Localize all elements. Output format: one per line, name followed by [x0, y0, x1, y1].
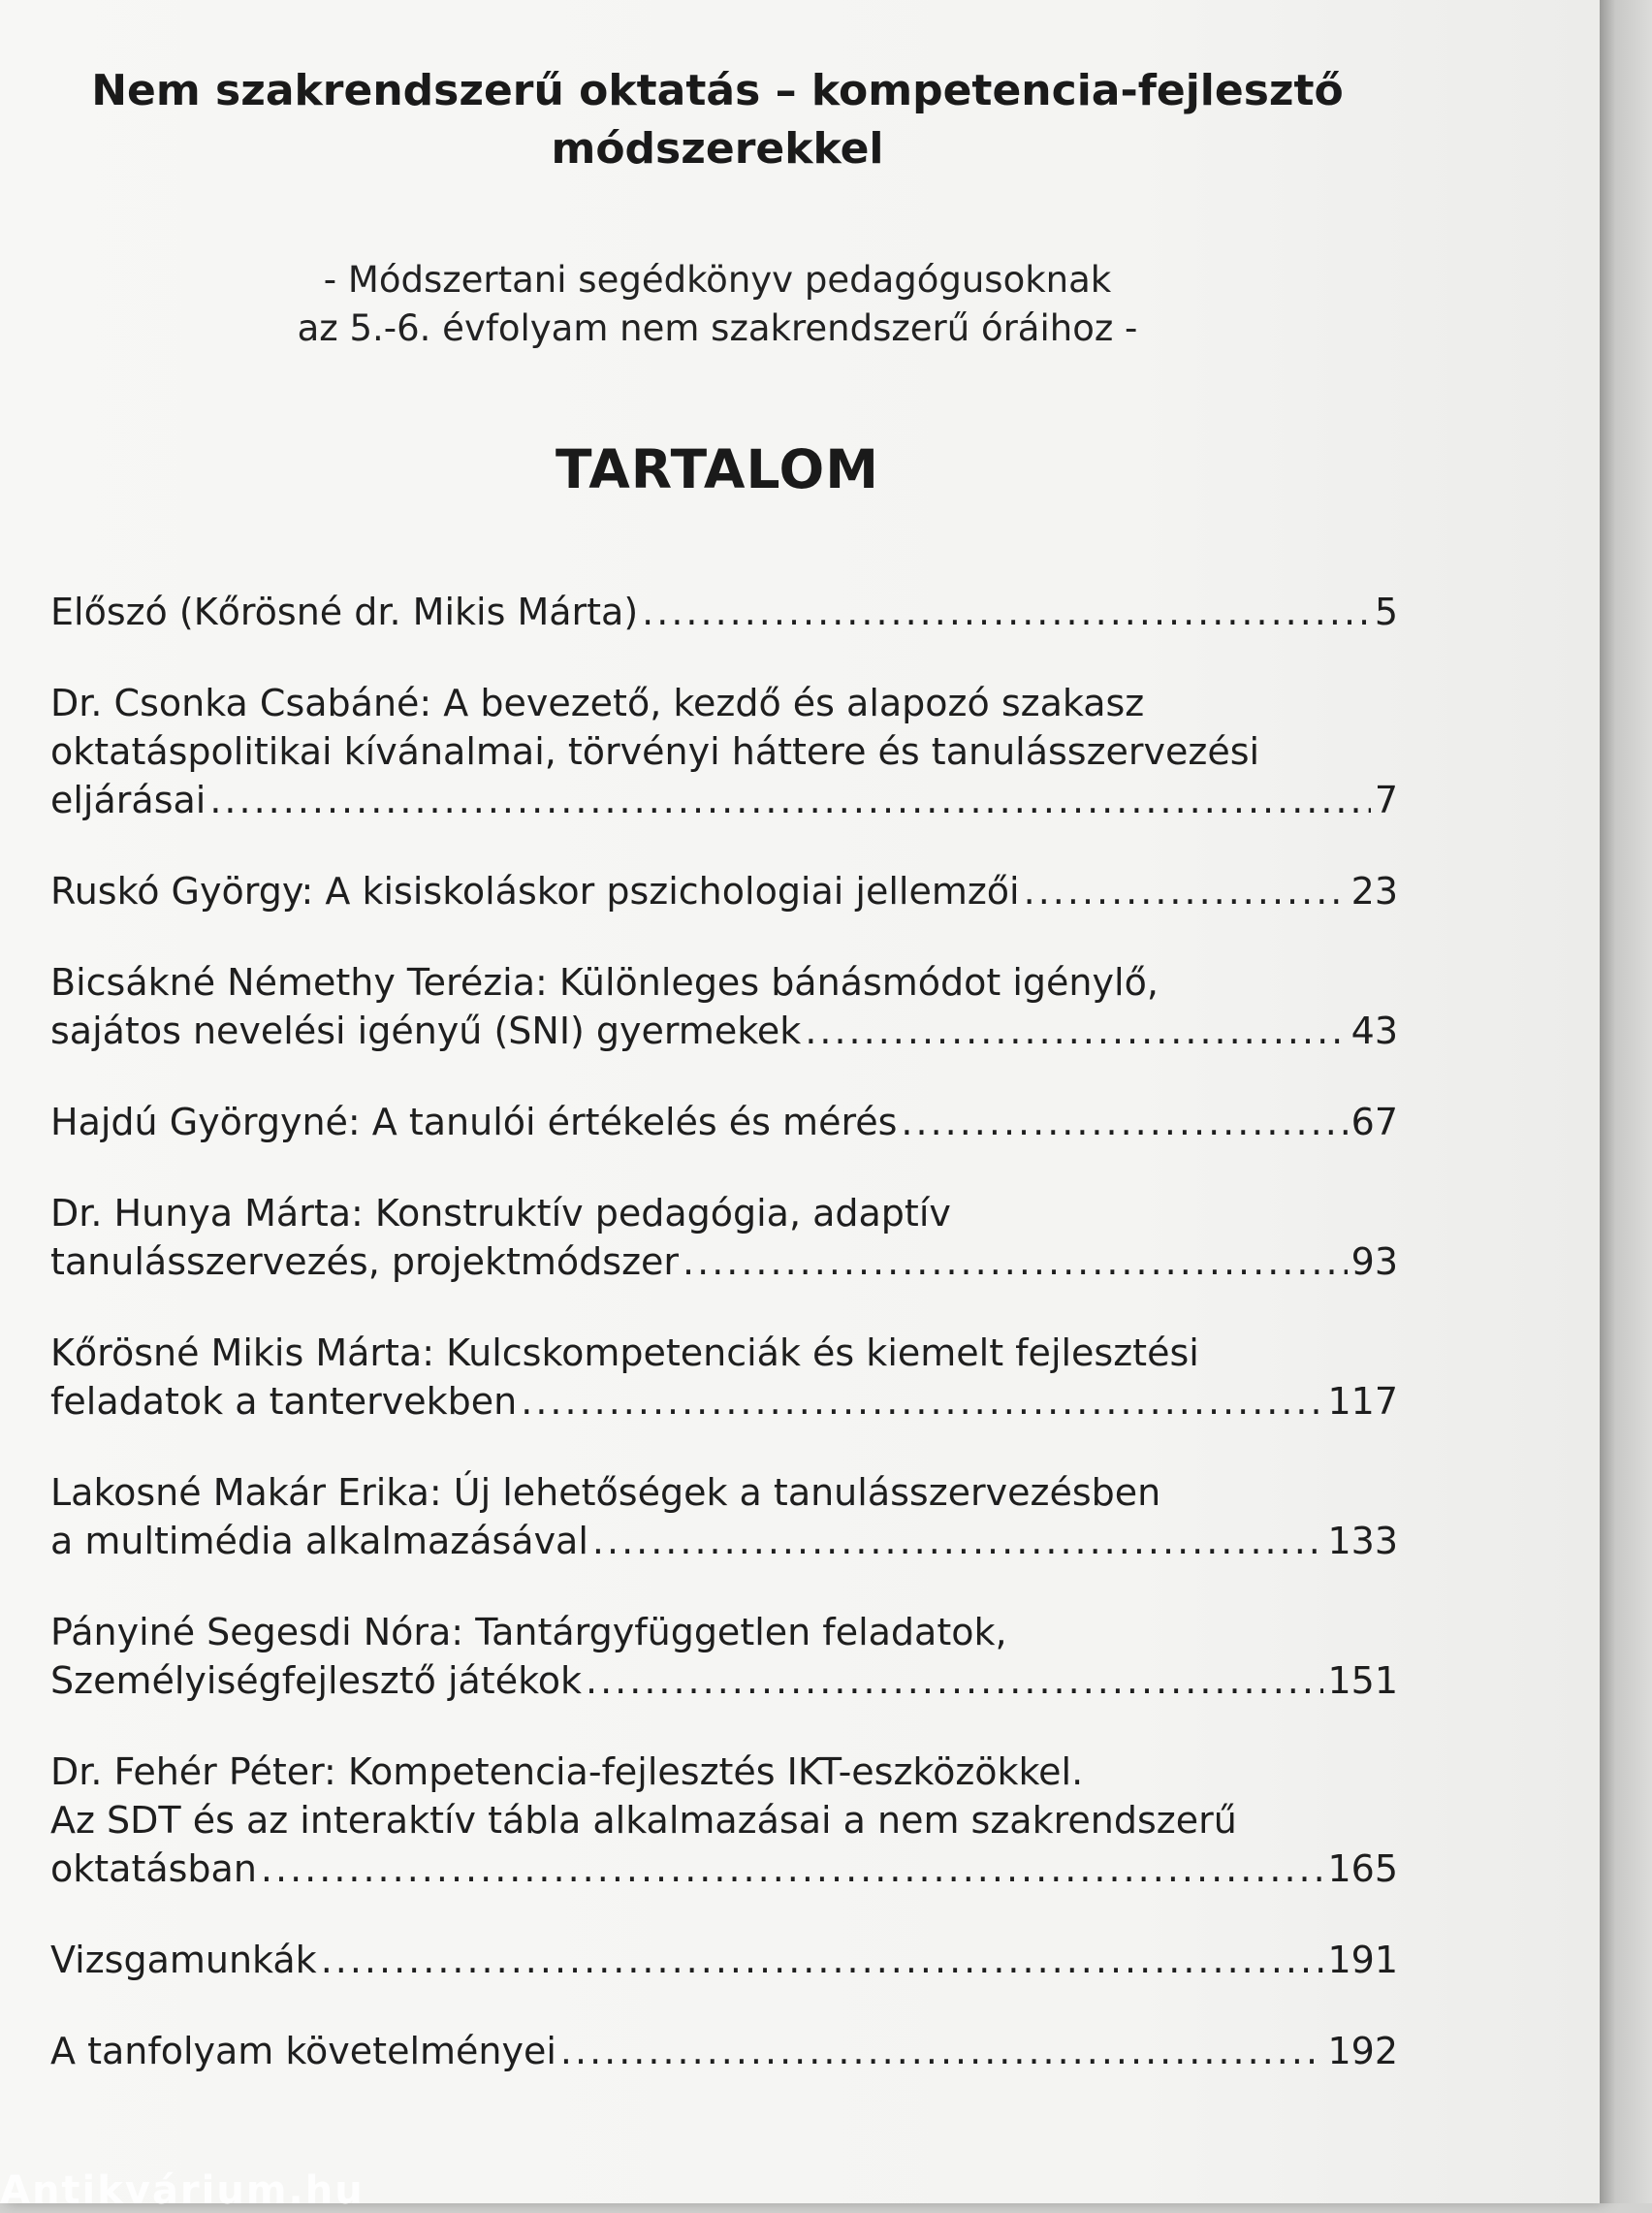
toc-dot-leader [209, 776, 1370, 824]
toc-dot-leader [901, 1098, 1347, 1146]
toc-page-number: 93 [1350, 1240, 1398, 1283]
toc-page-number: 133 [1327, 1520, 1398, 1562]
toc-entry-line: oktatáspolitikai kívánalmai, törvényi háttere és tanulásszervezési [50, 730, 1260, 773]
toc-entry [50, 1468, 1398, 1565]
toc-entry-text: oktatásban [50, 1847, 257, 1890]
toc-entry-text: feladatok a tantervekben [50, 1380, 518, 1423]
toc-entry [50, 588, 1398, 636]
toc-entry-text: Személyiségfejlesztő játékok [50, 1659, 582, 1702]
toc-entry-last-line [50, 1844, 1398, 1893]
toc-entry-last-line [50, 588, 1398, 636]
toc-entry [50, 1936, 1398, 1984]
toc-entry-text: eljárásai [50, 779, 206, 821]
toc-entry-last-line [50, 1656, 1398, 1705]
toc-entry-line: Dr. Fehér Péter: Kompetencia-fejlesztés IKT-eszközökkel. [50, 1750, 1084, 1793]
book-title-line-2: módszerekkel [551, 124, 884, 174]
book-subtitle-line-1: - Módszertani segédkönyv pedagógusoknak [323, 259, 1112, 301]
toc-dot-leader [1024, 867, 1348, 915]
toc-dot-leader [560, 2027, 1324, 2075]
toc-entry [50, 679, 1398, 824]
toc-heading: TARTALOM [555, 438, 880, 500]
toc-entry-last-line [50, 1517, 1398, 1565]
toc-entry-last-line [50, 2027, 1398, 2075]
toc-entry-text: a multimédia alkalmazásával [50, 1520, 588, 1562]
toc-entry-text: Előszó (Kőrösné dr. Mikis Márta) [50, 591, 639, 633]
toc-dot-leader [261, 1844, 1324, 1893]
toc-entry-last-line [50, 1098, 1398, 1146]
toc-entry [50, 1608, 1398, 1705]
page-edge [1600, 0, 1652, 2203]
toc-entry-last-line [50, 1237, 1398, 1286]
toc-page-number: 117 [1327, 1380, 1398, 1423]
toc-dot-leader [521, 1377, 1323, 1426]
toc-entry [50, 1329, 1398, 1426]
toc-entry-line: Pányiné Segesdi Nóra: Tantárgyfüggetlen feladatok, [50, 1611, 1007, 1653]
book-title [0, 62, 1435, 178]
toc-entry-text: sajátos nevelési igényű (SNI) gyermekek [50, 1010, 802, 1052]
toc-dot-leader [592, 1517, 1324, 1565]
watermark: Antikvárium.hu [0, 2168, 365, 2213]
toc-page-number: 165 [1327, 1847, 1398, 1890]
toc-entry-text: Ruskó György: A kisiskoláskor pszichologiai jellemzői [50, 870, 1020, 913]
toc-entry-last-line [50, 1936, 1398, 1984]
toc-entry-line: Kőrösné Mikis Márta: Kulcskompetenciák és kiemelt fejlesztési [50, 1331, 1199, 1374]
toc-entry-line: Dr. Hunya Márta: Konstruktív pedagógia, adaptív [50, 1192, 951, 1235]
toc-dot-leader [586, 1656, 1323, 1705]
toc-entry-text: Vizsgamunkák [50, 1939, 317, 1981]
toc-dot-leader [683, 1237, 1348, 1286]
toc-page-number: 5 [1374, 591, 1398, 633]
toc-page-number: 192 [1327, 2030, 1398, 2072]
toc-page-number: 191 [1327, 1939, 1398, 1981]
toc-dot-leader [321, 1936, 1324, 1984]
book-subtitle [0, 256, 1435, 353]
toc-entry [50, 1189, 1398, 1286]
toc-entry-text: tanulásszervezés, projektmódszer [50, 1240, 680, 1283]
toc-entry-line: Lakosné Makár Erika: Új lehetőségek a tanulásszervezésben [50, 1471, 1161, 1514]
toc-entry-last-line [50, 867, 1398, 915]
toc-entry-text: Hajdú Györgyné: A tanulói értékelés és mérés [50, 1101, 898, 1143]
toc-dot-leader [805, 1007, 1347, 1055]
toc-entry-last-line [50, 776, 1398, 824]
toc-entry-text: A tanfolyam követelményei [50, 2030, 556, 2072]
table-of-contents [50, 588, 1398, 2118]
toc-entry [50, 2027, 1398, 2075]
book-subtitle-line-2: az 5.-6. évfolyam nem szakrendszerű óráihoz - [297, 307, 1138, 349]
toc-page-number: 7 [1374, 779, 1398, 821]
toc-entry-last-line [50, 1377, 1398, 1426]
book-title-line-1: Nem szakrendszerű oktatás – kompetencia-fejlesztő [91, 66, 1344, 115]
toc-entry [50, 958, 1398, 1055]
toc-entry [50, 867, 1398, 915]
toc-entry-line: Bicsákné Némethy Terézia: Különleges bánásmódot igénylő, [50, 961, 1159, 1004]
toc-page-number: 43 [1350, 1010, 1398, 1052]
toc-page-number: 67 [1350, 1101, 1398, 1143]
toc-page-number: 151 [1327, 1659, 1398, 1702]
toc-entry-last-line [50, 1007, 1398, 1055]
toc-entry [50, 1098, 1398, 1146]
toc-dot-leader [642, 588, 1371, 636]
toc-page-number: 23 [1350, 870, 1398, 913]
toc-entry-line: Az SDT és az interaktív tábla alkalmazásai a nem szakrendszerű [50, 1799, 1237, 1842]
toc-entry [50, 1748, 1398, 1893]
toc-entry-line: Dr. Csonka Csabáné: A bevezető, kezdő és alapozó szakasz [50, 682, 1145, 724]
